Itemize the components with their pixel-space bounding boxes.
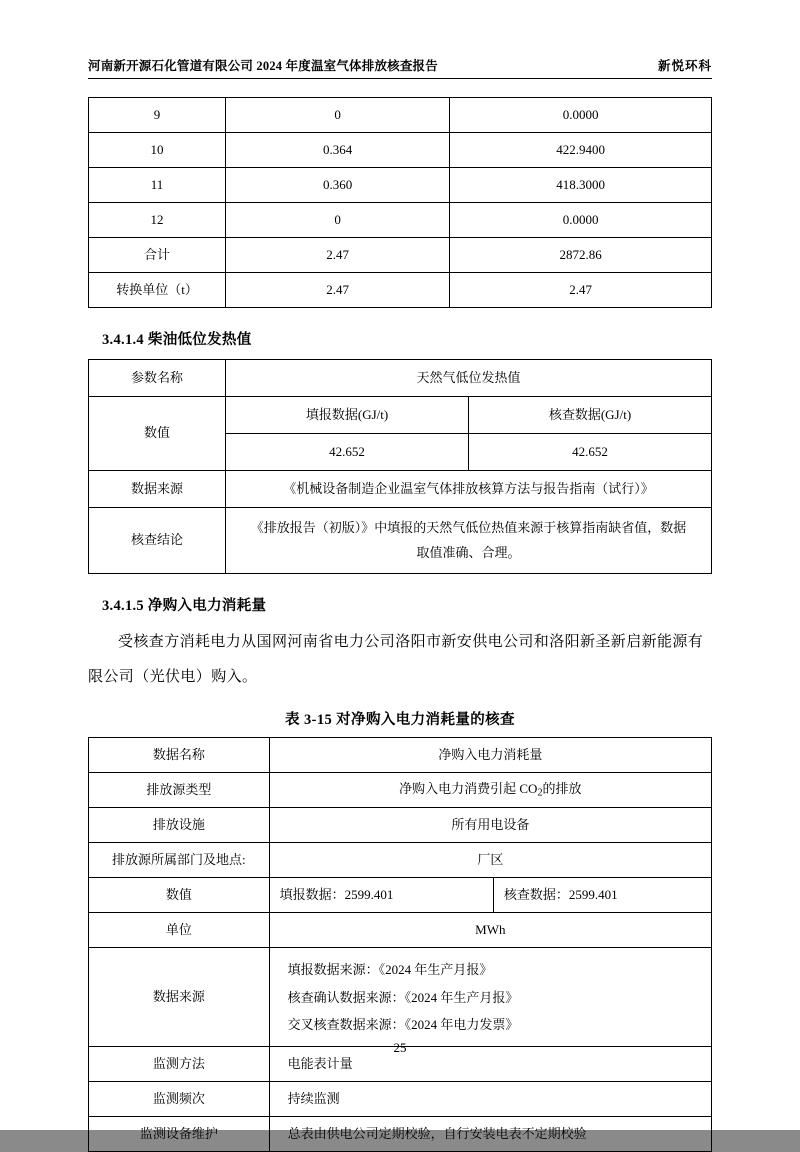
table-row (89, 1082, 712, 1117)
cell-verified-header: 核查数据(GJ/t) (469, 397, 712, 434)
cell-param-label: 参数名称 (89, 360, 226, 397)
source-line-verified: 核查确认数据来源：《2024 年生产月报》 (287, 989, 519, 1005)
cell-label-numeric: 数值 (89, 878, 270, 913)
cell-value-unit: MWh (269, 913, 711, 948)
cell-total-value2: 2872.86 (450, 238, 712, 273)
table-row (89, 133, 712, 168)
cell-total-value1: 2.47 (226, 238, 450, 273)
table-caption-3-15: 表 3-15 对净购入电力消耗量的核查 (285, 712, 515, 729)
section-heading-diesel: 3.4.1.4 柴油低位发热值 (102, 332, 252, 348)
cell-value-department: 厂区 (269, 843, 711, 878)
cell-source-value: 《机械设备制造企业温室气体排放核算方法与报告指南（试行）》 (226, 471, 712, 508)
page-header (88, 56, 712, 79)
cell-value2: 418.3000 (450, 168, 712, 203)
cell-label-monitor-frequency: 监测频次 (89, 1082, 270, 1117)
table-row (89, 773, 712, 808)
cell-value1: 0.360 (226, 168, 450, 203)
table-row (89, 471, 712, 508)
text-subscript: 2 (537, 787, 543, 799)
cell-conclusion-label: 核查结论 (89, 508, 226, 574)
table-row (89, 948, 712, 1047)
table-row (89, 508, 712, 574)
cell-value1: 0 (226, 98, 450, 133)
header-title-right: 新悦环科 (657, 59, 712, 73)
cell-value1: 0 (226, 203, 450, 238)
table-row (89, 843, 712, 878)
cell-label-equipment-maintenance: 监测设备维护 (89, 1117, 270, 1152)
cell-param-value: 天然气低位发热值 (226, 360, 712, 397)
cell-unit-label: 转换单位（t） (89, 273, 226, 308)
cell-value2: 0.0000 (450, 203, 712, 238)
table-diesel-heating-value (88, 359, 712, 574)
source-line-cross-check: 交叉核查数据来源：《2024 年电力发票》 (287, 1016, 519, 1032)
source-line-reported: 填报数据来源：《2024 年生产月报》 (287, 962, 493, 978)
cell-reported-header: 填报数据(GJ/t) (226, 397, 469, 434)
header-title-left: 河南新开源石化管道有限公司 2024 年度温室气体排放核查报告 (88, 59, 438, 73)
page-number: 25 (393, 1040, 407, 1055)
table-row (89, 203, 712, 238)
cell-label-monitor-method: 监测方法 (89, 1047, 270, 1082)
cell-value2: 0.0000 (450, 98, 712, 133)
cell-value2: 422.9400 (450, 133, 712, 168)
table-row (89, 98, 712, 133)
cell-label-unit: 单位 (89, 913, 270, 948)
table-purchased-electricity (88, 737, 712, 1152)
cell-source-label: 数据来源 (89, 471, 226, 508)
cell-unit-value1: 2.47 (226, 273, 450, 308)
cell-value-data-name: 净购入电力消耗量 (269, 738, 711, 773)
cell-value-monitor-frequency: 持续监测 (269, 1082, 711, 1117)
cell-label-facility: 排放设施 (89, 808, 270, 843)
table-row (89, 878, 712, 913)
cell-label-data-source: 数据来源 (89, 948, 270, 1047)
cell-value-facility: 所有用电设备 (269, 808, 711, 843)
cell-value1: 0.364 (226, 133, 450, 168)
cell-value-data-source (269, 948, 711, 1047)
table-monthly-continued (88, 97, 712, 308)
section-paragraph-power: 受核查方消耗电力从国网河南省电力公司洛阳市新安供电公司和洛阳新圣新启新能源有限公司（光伏电）购入。 (88, 634, 704, 685)
text-post: 的排放 (542, 780, 582, 796)
cell-month: 11 (89, 168, 226, 203)
table-row (89, 1117, 712, 1152)
cell-value-equipment-maintenance: 总表由供电公司定期校验，自行安装电表不定期校验 (269, 1117, 711, 1152)
cell-label-data-name: 数据名称 (89, 738, 270, 773)
cell-unit-value2: 2.47 (450, 273, 712, 308)
table-row (89, 913, 712, 948)
cell-numeric-label: 数值 (89, 397, 226, 471)
section-heading-power: 3.4.1.5 净购入电力消耗量 (102, 598, 267, 615)
cell-month: 12 (89, 203, 226, 238)
cell-total-label: 合计 (89, 238, 226, 273)
cell-verified-value: 42.652 (469, 434, 712, 471)
cell-value-reported: 填报数据：2599.401 (269, 878, 493, 913)
table-row (89, 360, 712, 397)
table-row (89, 168, 712, 203)
cell-label-source-type: 排放源类型 (89, 773, 270, 808)
cell-month: 10 (89, 133, 226, 168)
cell-value-source-type (269, 773, 711, 808)
table-row (89, 808, 712, 843)
cell-label-department: 排放源所属部门及地点: (89, 843, 270, 878)
cell-value-monitor-method: 电能表计量 (269, 1047, 711, 1082)
cell-conclusion-value: 《排放报告（初版）》中填报的天然气低位热值来源于核算指南缺省值，数据取值准确、合理。 (226, 508, 712, 574)
cell-value-verified: 核查数据：2599.401 (493, 878, 711, 913)
table-row-unit (89, 273, 712, 308)
cell-month: 9 (89, 98, 226, 133)
cell-reported-value: 42.652 (226, 434, 469, 471)
table-row (89, 738, 712, 773)
table-row (89, 397, 712, 434)
text-pre: 净购入电力消费引起 CO (399, 780, 538, 796)
page-content (88, 56, 712, 1152)
table-row-total (89, 238, 712, 273)
